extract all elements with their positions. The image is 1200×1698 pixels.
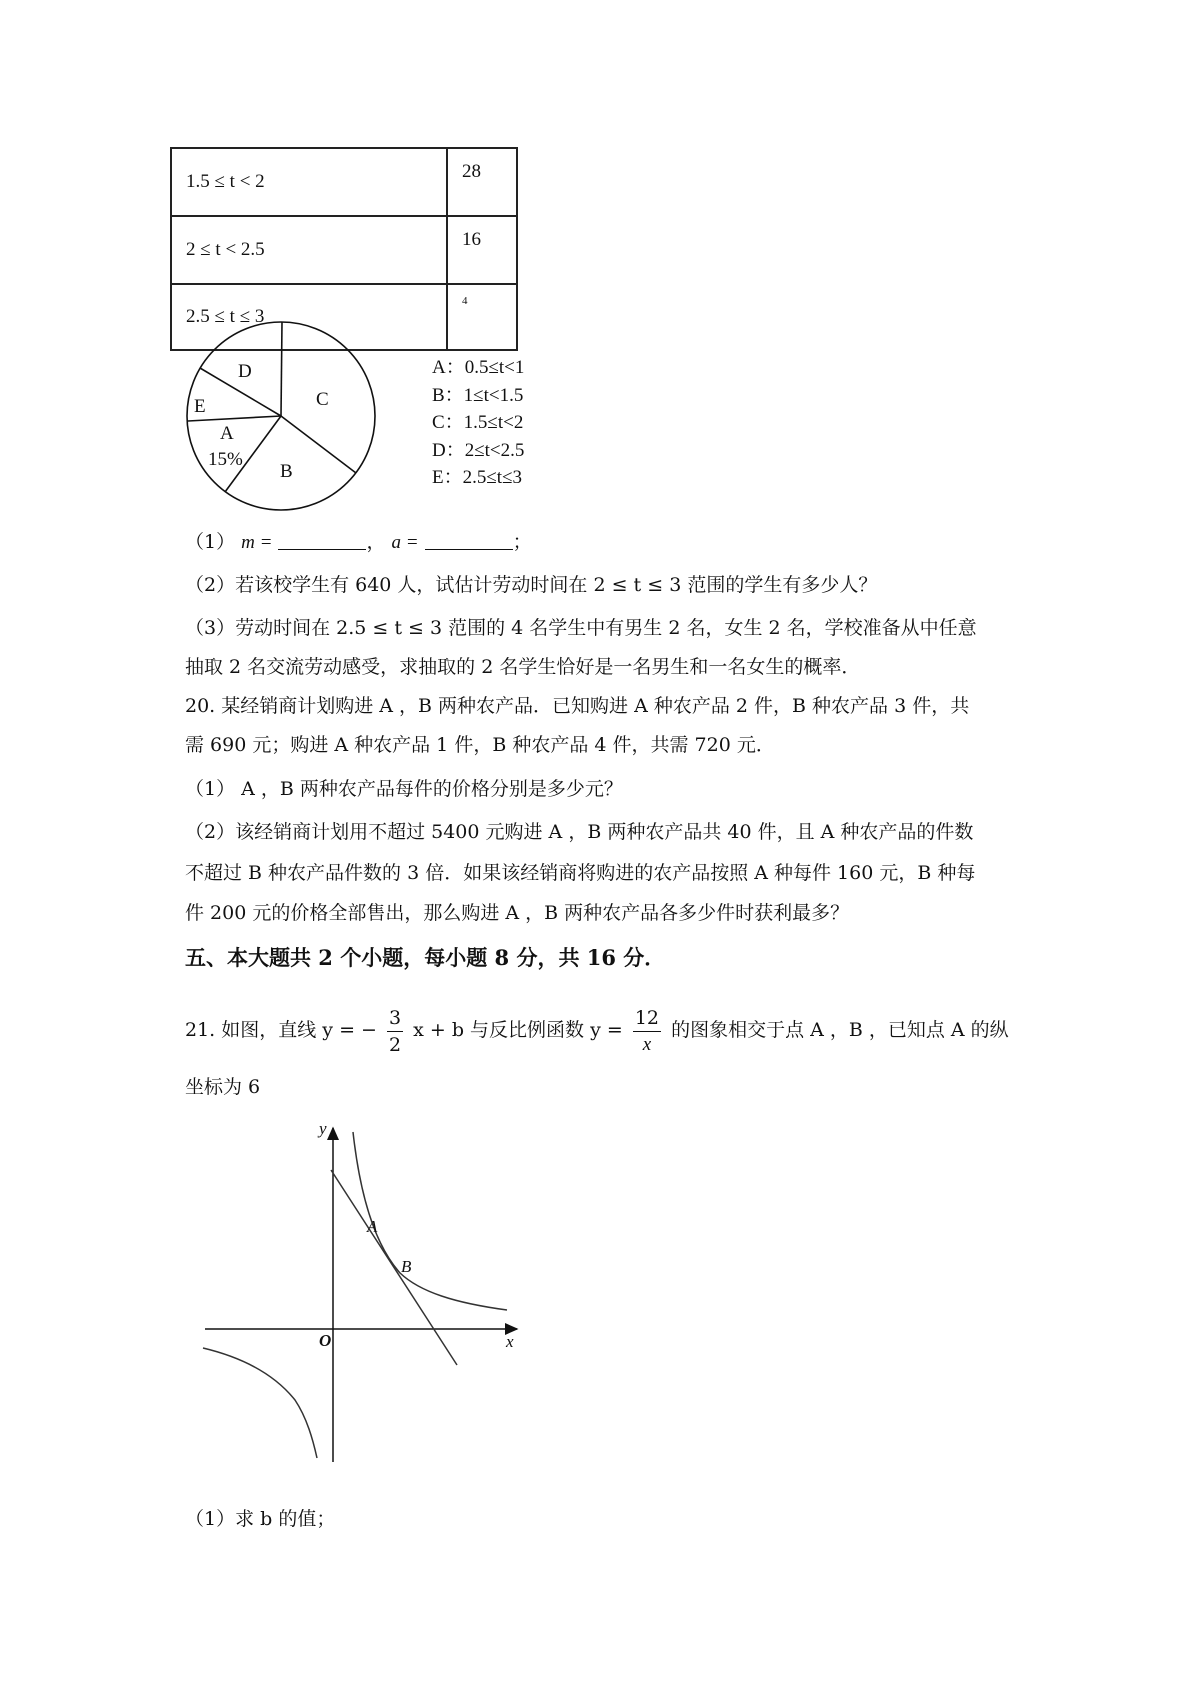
q21-line2: 坐标为 6: [185, 1076, 261, 1098]
table-cell-count: 28: [447, 148, 517, 216]
pie-label-a: A: [220, 423, 234, 444]
q19-part3-line1: （3）劳动时间在 2.5 ≤ t ≤ 3 范围的 4 名学生中有男生 2 名，女生 2 名，学校准备从中任意: [185, 617, 977, 639]
table-row: [171, 216, 517, 284]
table-cell-count: 4: [447, 284, 517, 350]
table-cell-range: 2.5 ≤ t ≤ 3: [171, 284, 447, 350]
q20-line2: 需 690 元；购进 A 种农产品 1 件，B 种农产品 4 件，共需 720 元．: [185, 734, 775, 756]
q21-part1: （1）求 b 的值；: [185, 1508, 336, 1530]
x-axis-label: x: [506, 1332, 514, 1351]
table-cell-count: 16: [447, 216, 517, 284]
straight-line: [331, 1170, 457, 1365]
q20-part2-line3: 件 200 元的价格全部售出，那么购进 A ，B 两种农产品各多少件时获利最多？: [185, 902, 850, 924]
point-b-label: B: [401, 1257, 412, 1276]
fraction: $\frac{3}{2}$: [389, 1006, 402, 1056]
legend-item: A：0.5≤t<1: [432, 357, 525, 378]
q19-part1: （1） m = ， a = ；: [185, 531, 532, 553]
q19-part2: （2）若该校学生有 640 人，试估计劳动时间在 2 ≤ t ≤ 3 范围的学生有多少人？: [185, 574, 878, 596]
hyperbola-branch-third-quadrant: [203, 1348, 317, 1458]
y-axis-label: y: [319, 1119, 327, 1138]
q20-part2-line2: 不超过 B 种农产品件数的 3 倍．如果该经销商将购进的农产品按照 A 种每件 160 元，B 种每: [185, 862, 976, 884]
legend-item: D：2≤t<2.5: [432, 439, 525, 461]
answer-blank-a[interactable]: [425, 531, 513, 550]
origin-label: O: [319, 1331, 332, 1350]
pie-label-e: E: [194, 396, 206, 417]
q21-intro: 21. 如图，直线 y = − $\frac{3}{2}$ x + b 与反比例函数 y = $\frac{12}{x}$ 的图象相交于点 A ，B ，已知点 A 的纵: [185, 1006, 1009, 1056]
pie-chart: [180, 315, 380, 515]
pie-legend: [432, 354, 524, 492]
fraction: $\frac{12}{x}$: [634, 1006, 660, 1055]
section-heading: 五、本大题共 2 个小题，每小题 8 分，共 16 分．: [185, 945, 666, 970]
answer-blank-m[interactable]: [278, 531, 366, 550]
pie-label-d: D: [238, 361, 252, 382]
table-row: [171, 148, 517, 216]
q19-part3-line2: 抽取 2 名交流劳动感受，求抽取的 2 名学生恰好是一名男生和一名女生的概率．: [185, 656, 861, 678]
q20-part2-line1: （2）该经销商计划用不超过 5400 元购进 A ，B 两种农产品共 40 件，且 A 种农产品的件数: [185, 821, 974, 843]
table-cell-range: 1.5 ≤ t < 2: [171, 148, 447, 216]
point-a-label: A: [367, 1217, 378, 1236]
pie-label-b: B: [280, 461, 293, 482]
legend-item: E：2.5≤t≤3: [432, 467, 522, 488]
pie-label-a-percent: 15%: [208, 449, 243, 470]
pie-label-c: C: [316, 389, 329, 410]
pie-divider: [281, 322, 282, 416]
legend-item: C：1.5≤t<2: [432, 412, 524, 433]
q20-part1: （1） A ，B 两种农产品每件的价格分别是多少元？: [185, 778, 623, 800]
function-graph: [195, 1110, 535, 1470]
legend-item: B：1≤t<1.5: [432, 384, 524, 406]
table-cell-range: 2 ≤ t < 2.5: [171, 216, 447, 284]
q20-line1: 20. 某经销商计划购进 A ，B 两种农产品．已知购进 A 种农产品 2 件，B 种农产品 3 件，共: [185, 695, 970, 717]
